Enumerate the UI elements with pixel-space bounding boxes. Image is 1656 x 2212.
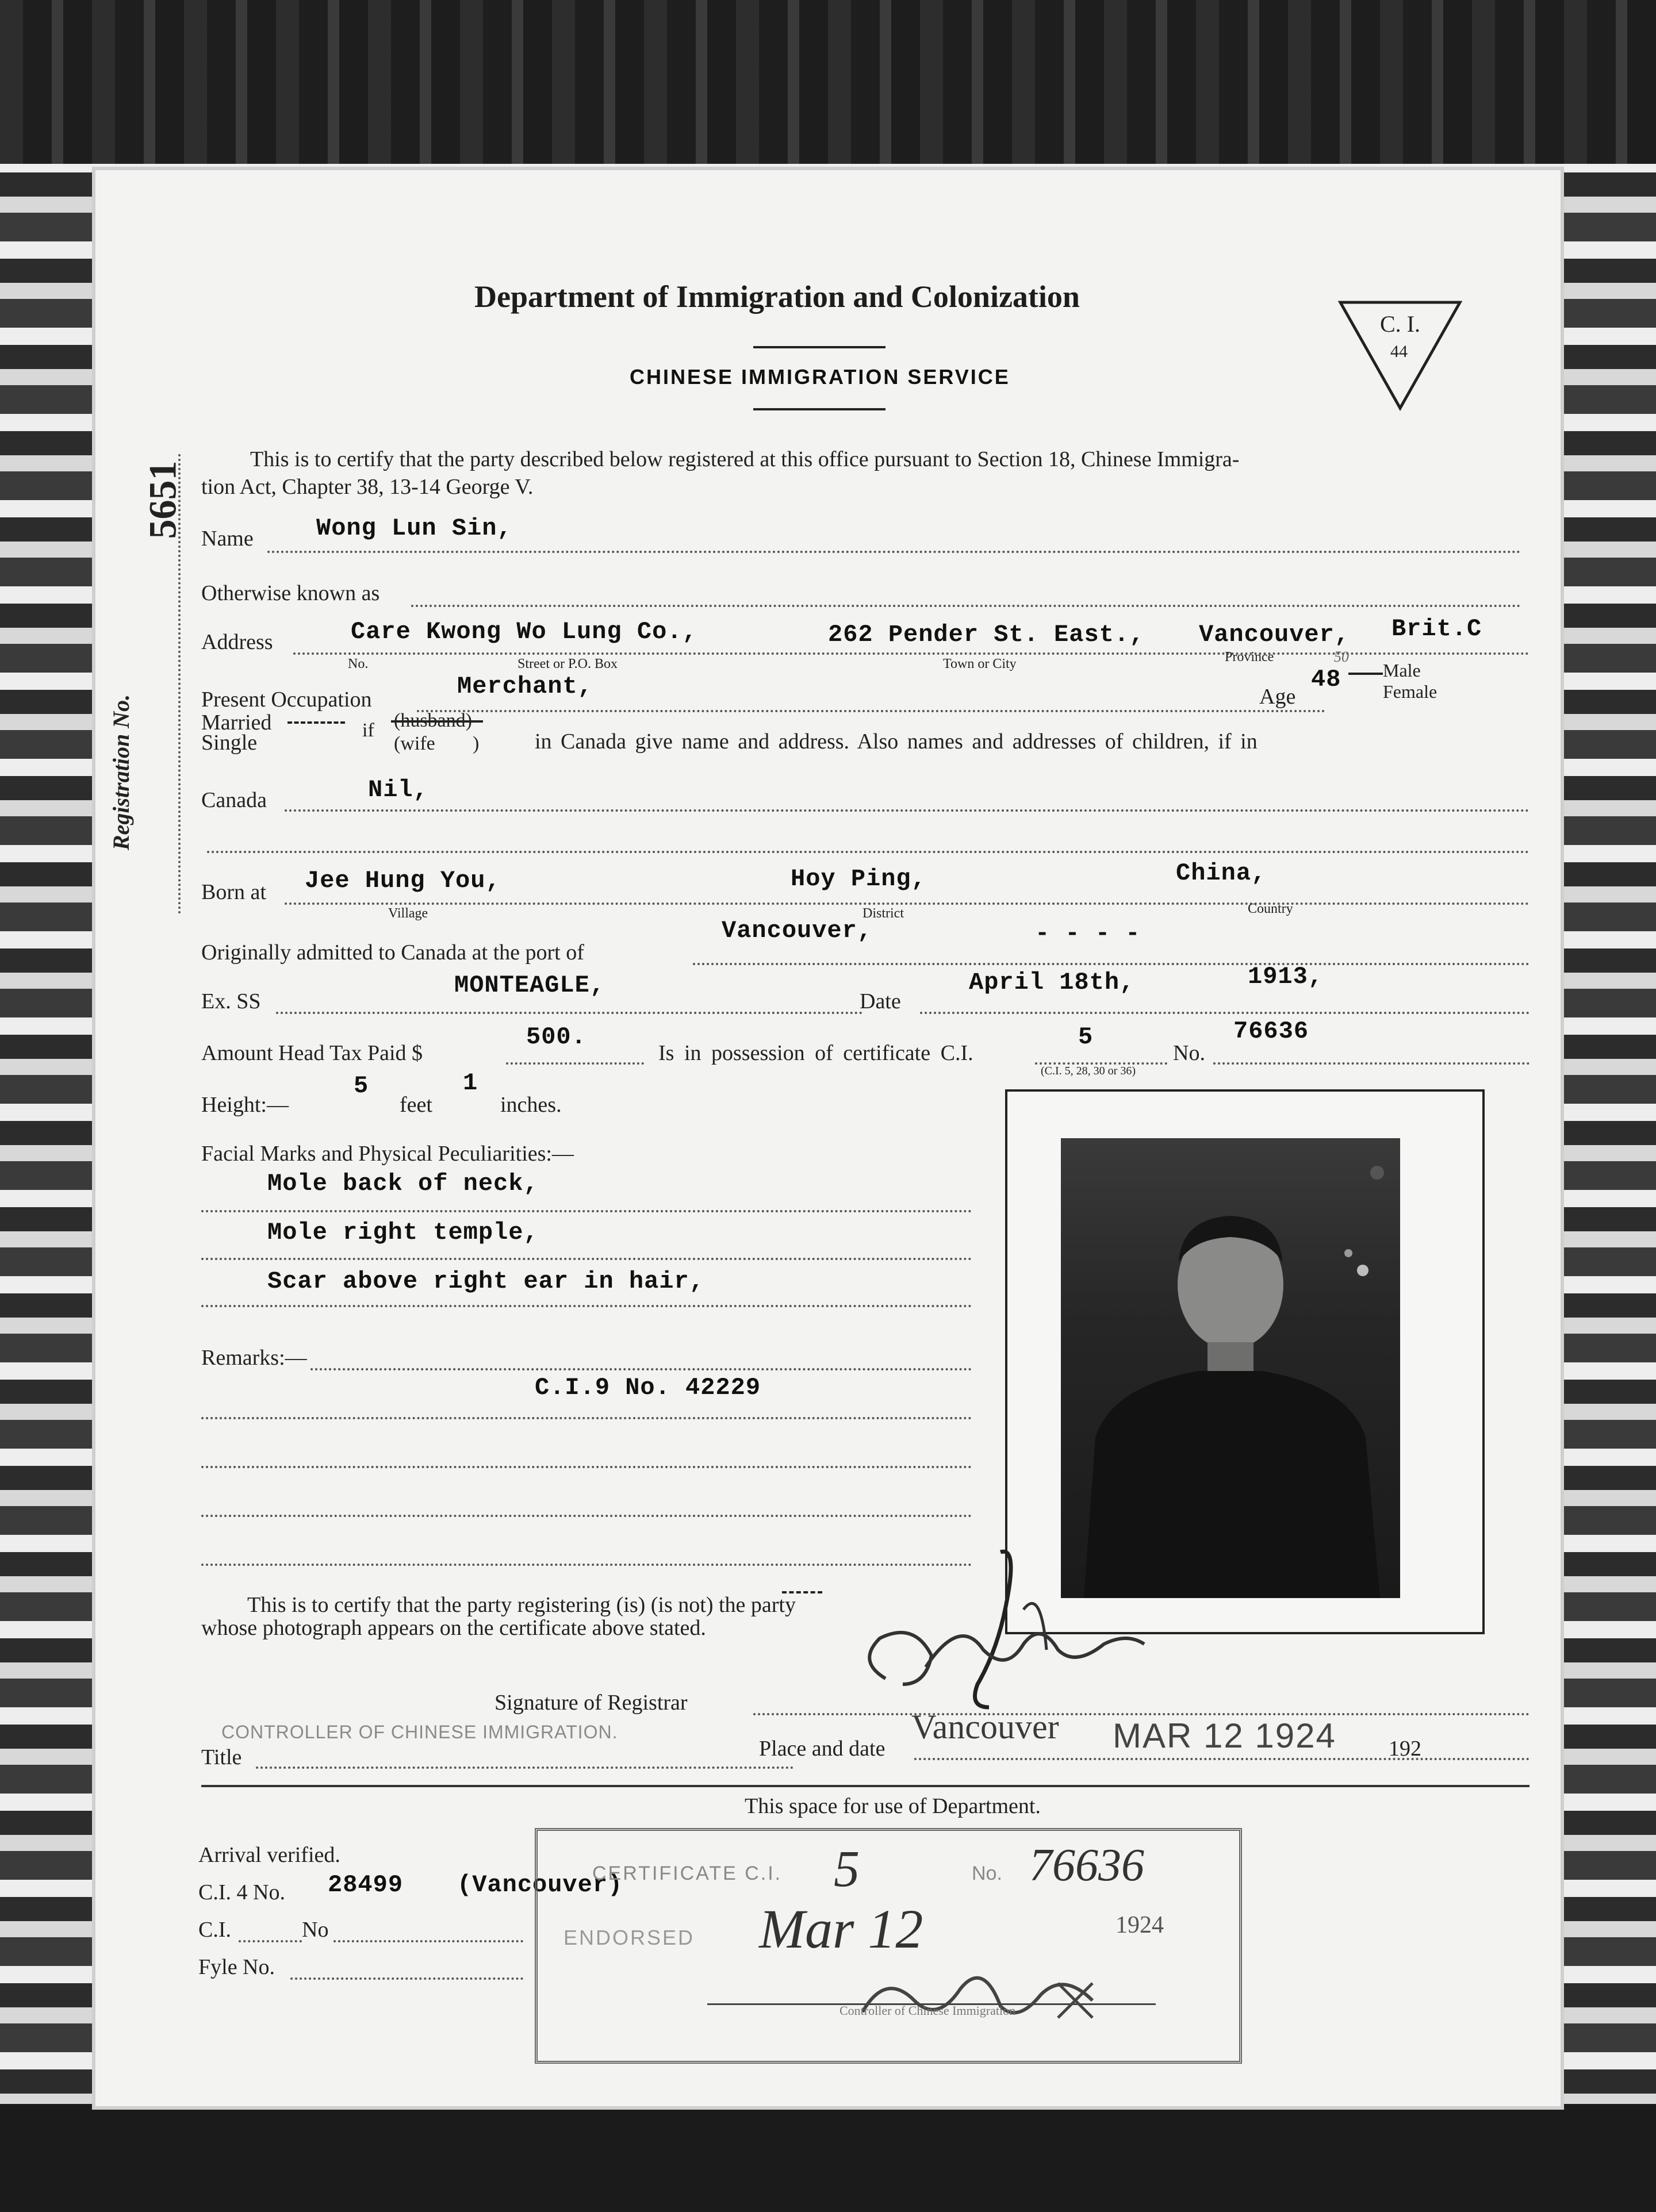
date-stamp-value: MAR 12 1924 bbox=[1113, 1716, 1336, 1755]
department-title: Department of Immigration and Colonization bbox=[474, 279, 1080, 314]
if-label: if bbox=[362, 720, 374, 741]
headtax-label: Amount Head Tax Paid $ bbox=[201, 1041, 423, 1065]
married-label: Married bbox=[201, 711, 272, 735]
fyle-line bbox=[290, 1977, 523, 1980]
address-province-value: Brit.C bbox=[1392, 615, 1482, 643]
port-line bbox=[693, 963, 1529, 965]
registrar-signature bbox=[834, 1535, 1156, 1725]
wife-label: (wife bbox=[394, 733, 435, 754]
date-value: April 18th, bbox=[969, 969, 1135, 996]
badge-ci: C. I. bbox=[1380, 311, 1420, 337]
facial-value-1: Mole back of neck, bbox=[267, 1170, 539, 1197]
cert-no-line bbox=[1213, 1062, 1529, 1065]
sex-strike bbox=[1348, 673, 1383, 675]
certify2-line2: whose photograph appears on the certificate above stated. bbox=[201, 1616, 706, 1640]
occupation-label: Present Occupation bbox=[201, 688, 372, 712]
stamp-no-label: No. bbox=[972, 1862, 1002, 1884]
remarks-value: C.I.9 No. 42229 bbox=[535, 1374, 761, 1401]
stamp-endorsed-label: ENDORSED bbox=[564, 1926, 695, 1949]
name-value: Wong Lun Sin, bbox=[316, 514, 512, 542]
signature-label: Signature of Registrar bbox=[494, 1691, 688, 1715]
facial-line-2 bbox=[201, 1258, 972, 1260]
title-line bbox=[256, 1766, 793, 1769]
certify-text-line2: tion Act, Chapter 38, 13-14 George V. bbox=[201, 475, 534, 499]
port-dashes: - - - - bbox=[1035, 920, 1141, 947]
spouse-instructions: in Canada give name and address. Also names and addresses of children, if in bbox=[535, 729, 1258, 754]
badge-number: 44 bbox=[1390, 342, 1408, 361]
portrait-figure-icon bbox=[1061, 1138, 1400, 1598]
country-caption: Country bbox=[1248, 901, 1293, 916]
is-not-strike bbox=[782, 1591, 822, 1593]
facial-value-3: Scar above right ear in hair, bbox=[267, 1268, 704, 1295]
department-divider bbox=[201, 1785, 1529, 1787]
district-caption: District bbox=[862, 906, 904, 921]
year-suffix: 192 bbox=[1389, 1737, 1421, 1761]
stamp-certificate-value: 5 bbox=[834, 1841, 860, 1898]
age-value: 48 bbox=[1311, 666, 1341, 693]
port-value: Vancouver, bbox=[722, 917, 873, 944]
stamp-no-value: 76636 bbox=[1029, 1840, 1144, 1891]
subtitle-rule bbox=[753, 408, 885, 410]
address-province-caption: Province bbox=[1225, 650, 1274, 665]
canada-line bbox=[285, 809, 1529, 812]
date-label: Date bbox=[860, 989, 901, 1013]
ci4-place-value: (Vancouver) bbox=[457, 1871, 623, 1899]
ci-label: C.I. bbox=[198, 1918, 231, 1942]
exss-label: Ex. SS bbox=[201, 989, 261, 1013]
feet-label: feet bbox=[400, 1093, 432, 1117]
name-line bbox=[267, 551, 1521, 553]
inches-label: inches. bbox=[500, 1093, 562, 1117]
exss-line bbox=[276, 1012, 862, 1014]
year-value: 1913, bbox=[1248, 963, 1324, 990]
date-line bbox=[920, 1012, 1529, 1014]
married-strike bbox=[288, 721, 345, 724]
born-village-value: Jee Hung You, bbox=[305, 867, 501, 894]
title-label: Title bbox=[201, 1745, 242, 1769]
cert-ci-note: (C.I. 5, 28, 30 or 36) bbox=[1041, 1065, 1136, 1077]
remarks-line-2 bbox=[201, 1466, 972, 1468]
height-label: Height:— bbox=[201, 1093, 289, 1117]
address-street-caption: Street or P.O. Box bbox=[518, 656, 618, 671]
remarks-line-3 bbox=[201, 1515, 972, 1517]
facial-value-2: Mole right temple, bbox=[267, 1219, 539, 1246]
canada-line-2 bbox=[207, 851, 1529, 853]
arrival-label: Arrival verified. bbox=[198, 1843, 340, 1867]
remarks-label: Remarks:— bbox=[201, 1346, 307, 1370]
stamp-date-value: Mar 12 bbox=[759, 1898, 923, 1960]
stamp-controller-label: Controller of Chinese Immigration bbox=[839, 2003, 1016, 2018]
height-inches-value: 1 bbox=[463, 1069, 478, 1097]
ship-value: MONTEAGLE, bbox=[454, 971, 605, 999]
ci4-label: C.I. 4 No. bbox=[198, 1880, 285, 1904]
certify2-line1: This is to certify that the party registering (is) (is not) the party bbox=[247, 1593, 796, 1617]
ci-line bbox=[239, 1940, 302, 1942]
certify-text-line1: This is to certify that the party described below registered at this office pursuant to Section 18, Chinese Immigra- bbox=[250, 447, 1240, 471]
remarks-line-0 bbox=[310, 1368, 972, 1370]
husband-strike bbox=[391, 720, 483, 723]
ci4-number-value: 28499 bbox=[328, 1871, 404, 1899]
male-label: Male bbox=[1383, 660, 1421, 681]
canada-value: Nil, bbox=[368, 776, 428, 804]
department-space-label: This space for use of Department. bbox=[745, 1794, 1041, 1818]
address-street-value: 262 Pender St. East., bbox=[828, 621, 1145, 648]
bottom-dark-border bbox=[0, 2104, 1656, 2212]
portrait-photo bbox=[1061, 1138, 1400, 1598]
address-label: Address bbox=[201, 630, 273, 654]
top-dark-border bbox=[0, 0, 1656, 164]
otherwise-line bbox=[411, 605, 1521, 607]
height-feet-value: 5 bbox=[354, 1072, 369, 1100]
age-label: Age bbox=[1259, 685, 1296, 709]
born-label: Born at bbox=[201, 880, 266, 904]
occupation-line bbox=[417, 710, 1325, 712]
wife-close: ) bbox=[473, 733, 480, 754]
place-date-line bbox=[914, 1758, 1529, 1760]
place-date-label: Place and date bbox=[759, 1737, 885, 1761]
stamp-year-value: 1924 bbox=[1116, 1912, 1164, 1938]
facial-line-1 bbox=[201, 1210, 972, 1212]
title-rule bbox=[753, 346, 885, 348]
headtax-line bbox=[506, 1062, 644, 1065]
stamp-certificate-label: CERTIFICATE C.I. bbox=[592, 1862, 783, 1884]
possession-label: Is in possession of certificate C.I. bbox=[658, 1041, 973, 1065]
title-stamp-value: CONTROLLER OF CHINESE IMMIGRATION. bbox=[221, 1722, 618, 1742]
facial-line-3 bbox=[201, 1305, 972, 1307]
village-caption: Village bbox=[388, 906, 428, 921]
name-label: Name bbox=[201, 527, 254, 551]
cert-no-label: No. bbox=[1173, 1041, 1205, 1065]
registration-line bbox=[178, 454, 181, 914]
address-town-caption: Town or City bbox=[943, 656, 1017, 671]
registration-number: 5651 bbox=[140, 460, 185, 539]
cert-ci-value: 5 bbox=[1078, 1023, 1094, 1051]
otherwise-label: Otherwise known as bbox=[201, 581, 380, 605]
cert-no-value: 76636 bbox=[1233, 1017, 1309, 1045]
address-no-value: Care Kwong Wo Lung Co., bbox=[351, 618, 697, 646]
fyle-label: Fyle No. bbox=[198, 1955, 275, 1979]
born-district-value: Hoy Ping, bbox=[791, 865, 926, 893]
address-no-caption: No. bbox=[348, 656, 369, 671]
ci-no-line bbox=[334, 1940, 523, 1942]
ci-no-label: No bbox=[302, 1918, 329, 1942]
registration-side-label: Registration No. bbox=[108, 694, 135, 851]
remarks-line-1 bbox=[201, 1417, 972, 1419]
female-label: Female bbox=[1383, 681, 1438, 702]
husband-label: (husband) bbox=[394, 710, 472, 731]
occupation-value: Merchant, bbox=[457, 673, 593, 700]
single-label: Single bbox=[201, 731, 258, 755]
facial-label: Facial Marks and Physical Peculiarities:— bbox=[201, 1142, 574, 1166]
address-city-value: Vancouver, bbox=[1199, 621, 1350, 648]
canada-label: Canada bbox=[201, 788, 267, 812]
headtax-value: 500. bbox=[526, 1023, 586, 1051]
born-country-value: China, bbox=[1176, 859, 1267, 887]
service-subtitle: CHINESE IMMIGRATION SERVICE bbox=[630, 365, 1010, 389]
born-line bbox=[285, 903, 1529, 905]
port-label: Originally admitted to Canada at the port of bbox=[201, 940, 584, 965]
age-correction: 50 bbox=[1334, 648, 1349, 665]
certificate-document bbox=[92, 167, 1564, 2110]
place-value: Vancouver bbox=[911, 1708, 1059, 1746]
